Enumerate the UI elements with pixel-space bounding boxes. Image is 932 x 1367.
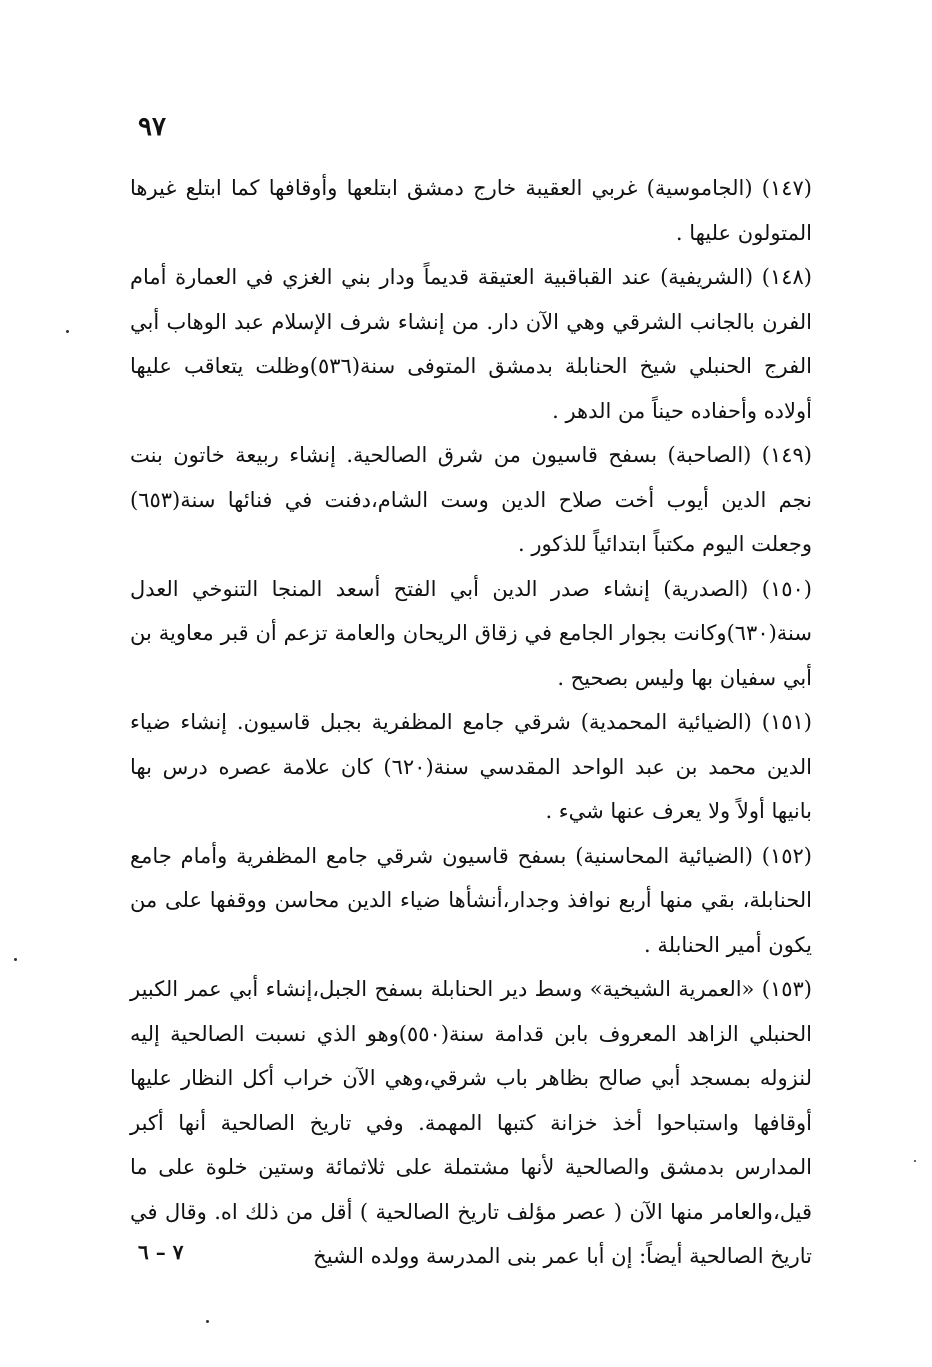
scan-speck <box>206 1320 209 1323</box>
page-number: ٩٧ <box>138 112 166 142</box>
paragraph-150: (١٥٠) (الصدرية) إنشاء صدر الدين أبي الفتح أسعد المنجا التنوخي العدل سنة(٦٣٠)وكانت بجوار الجامع في زقاق الريحان والعامة تزعم أن قبر معاوية بن أبي سفيان بها وليس بصحيح . <box>130 576 812 690</box>
paragraph-149: (١٤٩) (الصاحبة) بسفح قاسيون من شرق الصالحية. إنشاء ربيعة خاتون بنت نجم الدين أيوب أخت صلاح الدين وست الشام،دفنت في فنائها سنة(٦٥٣) وجعلت اليوم مكتباً ابتدائياً للذكور . <box>130 443 812 556</box>
paragraph-147: (١٤٧) (الجاموسية) غربي العقيبة خارج دمشق ابتلعها وأوقافها كما ابتلع غيرها المتولون عليها . <box>130 176 812 245</box>
paragraph-152: (١٥٢) (الضيائية المحاسنية) بسفح قاسيون شرقي جامع المظفرية وأمام جامع الحنابلة، بقي منها أربع نوافذ وجدار،أنشأها ضياء الدين محاسن ووقفها على من يكون أمير الحنابلة . <box>130 843 812 957</box>
scan-speck <box>14 958 17 961</box>
paragraph-153: (١٥٣) «العمرية الشيخية» وسط دير الحنابلة بسفح الجبل،إنشاء أبي عمر الكبير الحنبلي الزاهد المعروف بابن قدامة سنة(٥٥٠)وهو الذي نسبت الصالحية إليه لنزوله بمسجد أبي صالح بظاهر باب شرقي،وهي الآن خراب أكل النظار عليها أوقافها واستباحوا أخذ خزانة كتبها المهمة. وفي تاريخ الصالحية أنها أكبر المدارس بدمشق والصالحية لأنها مشتملة على ثلاثمائة وستين خلوة على ما قيل،والعامر منها الآن ( عصر مؤلف تاريخ الصالحية ) أقل من ذلك اه. وقال في تاريخ الصالحية أيضاً: إن أبا عمر بنى المدرسة وولده الشيخ <box>130 977 812 1268</box>
paragraph-151: (١٥١) (الضيائية المحمدية) شرقي جامع المظفرية بجبل قاسيون. إنشاء ضياء الدين محمد بن عبد الواحد المقدسي سنة(٦٢٠) كان علامة عصره درس بها بانيها أولاً ولا يعرف عنها شيء . <box>130 710 812 823</box>
page-body <box>130 166 812 1279</box>
scan-speck <box>914 1160 916 1162</box>
signature-mark: ٧ – ٦ <box>138 1240 184 1264</box>
paragraph-148: (١٤٨) (الشريفية) عند القباقبية العتيقة قديماً ودار بني الغزي في العمارة أمام الفرن بالجانب الشرقي وهي الآن دار. من إنشاء شرف الإسلام عبد الوهاب أبي الفرج الحنبلي شيخ الحنابلة بدمشق المتوفى سنة(٥٣٦)وظلت يتعاقب عليها أولاده وأحفاده حيناً من الدهر . <box>130 265 812 423</box>
scan-speck <box>66 330 69 333</box>
